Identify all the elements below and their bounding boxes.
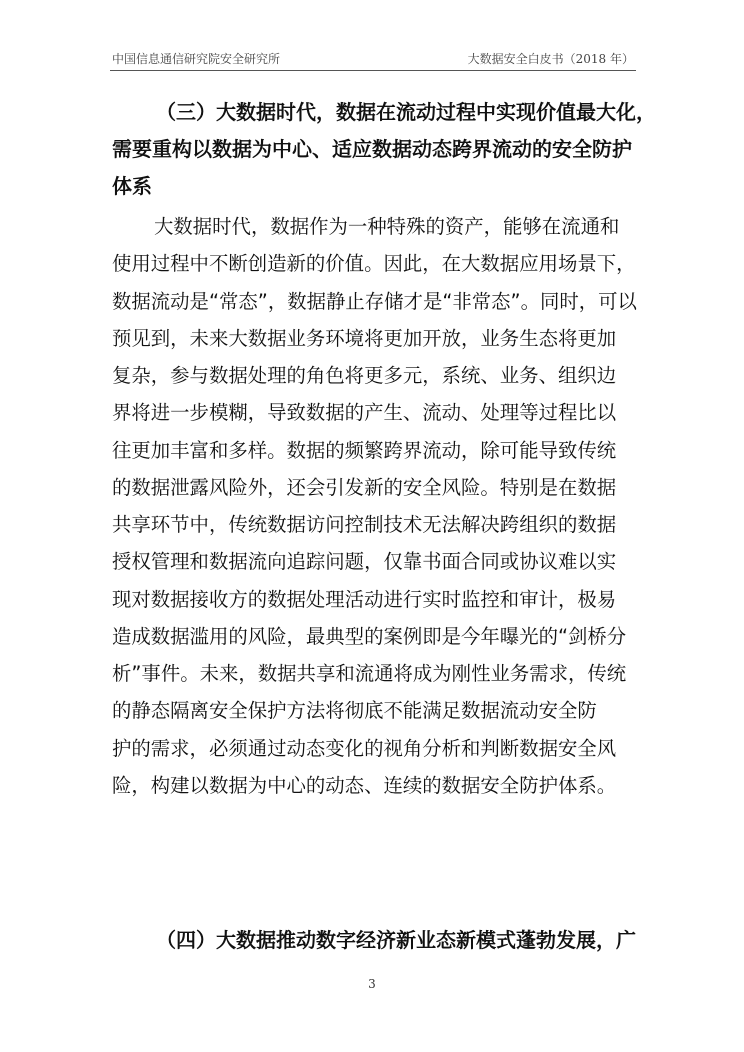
paragraph-line: 护的需求，必须通过动态变化的视角分析和判断数据安全风 <box>112 736 617 760</box>
paragraph-line: 复杂，参与数据处理的角色将更多元，系统、业务、组织边 <box>112 364 617 387</box>
page-number: 3 <box>368 977 376 991</box>
heading-line: 需要重构以数据为中心、适应数据动态跨界流动的安全防护 <box>112 137 632 161</box>
paragraph-line: 造成数据滥用的风险，最典型的案例即是今年曝光的“剑桥分 <box>112 624 627 648</box>
paragraph-line: 预见到，未来大数据业务环境将更加开放，业务生态将更加 <box>112 326 617 350</box>
paragraph-line: 险，构建以数据为中心的动态、连续的数据安全防护体系。 <box>112 773 617 797</box>
paragraph-line: 往更加丰富和多样。数据的频繁跨界流动，除可能导致传统 <box>112 438 617 462</box>
paragraph-line: 大数据时代，数据作为一种特殊的资产，能够在流通和 <box>154 215 620 238</box>
heading-line: 体系 <box>112 174 152 198</box>
paragraph-line: 数据流动是“常态”，数据静止存储才是“非常态”。同时，可以 <box>112 289 637 313</box>
page-header <box>112 50 634 70</box>
paragraph-line: 的数据泄露风险外，还会引发新的安全风险。特别是在数据 <box>112 475 617 499</box>
paragraph-line: 使用过程中不断创造新的价值。因此，在大数据应用场景下， <box>112 252 636 276</box>
heading-line: （四）大数据推动数字经济新业态新模式蓬勃发展，广 <box>156 928 636 952</box>
paragraph-line: 的静态隔离安全保护方法将彻底不能满足数据流动安全防 <box>112 699 597 723</box>
section-3-heading <box>112 94 656 205</box>
header-document-title: 大数据安全白皮书（2018 年） <box>467 52 634 66</box>
section-4-heading <box>112 922 636 959</box>
paragraph-line: 析”事件。未来，数据共享和流通将成为刚性业务需求，传统 <box>112 662 627 685</box>
section-3-paragraph <box>112 208 636 804</box>
paragraph-line: 界将进一步模糊，导致数据的产生、流动、处理等过程比以 <box>112 401 617 425</box>
paragraph-line: 现对数据接收方的数据处理活动进行实时监控和审计，极易 <box>112 587 617 611</box>
paragraph-line: 授权管理和数据流向追踪问题，仅靠书面合同或协议难以实 <box>112 550 617 574</box>
paragraph-line: 共享环节中，传统数据访问控制技术无法解决跨组织的数据 <box>112 513 617 536</box>
header-divider <box>110 70 636 71</box>
heading-line: （三）大数据时代，数据在流动过程中实现价值最大化， <box>156 100 656 124</box>
header-organization: 中国信息通信研究院安全研究所 <box>112 52 281 66</box>
